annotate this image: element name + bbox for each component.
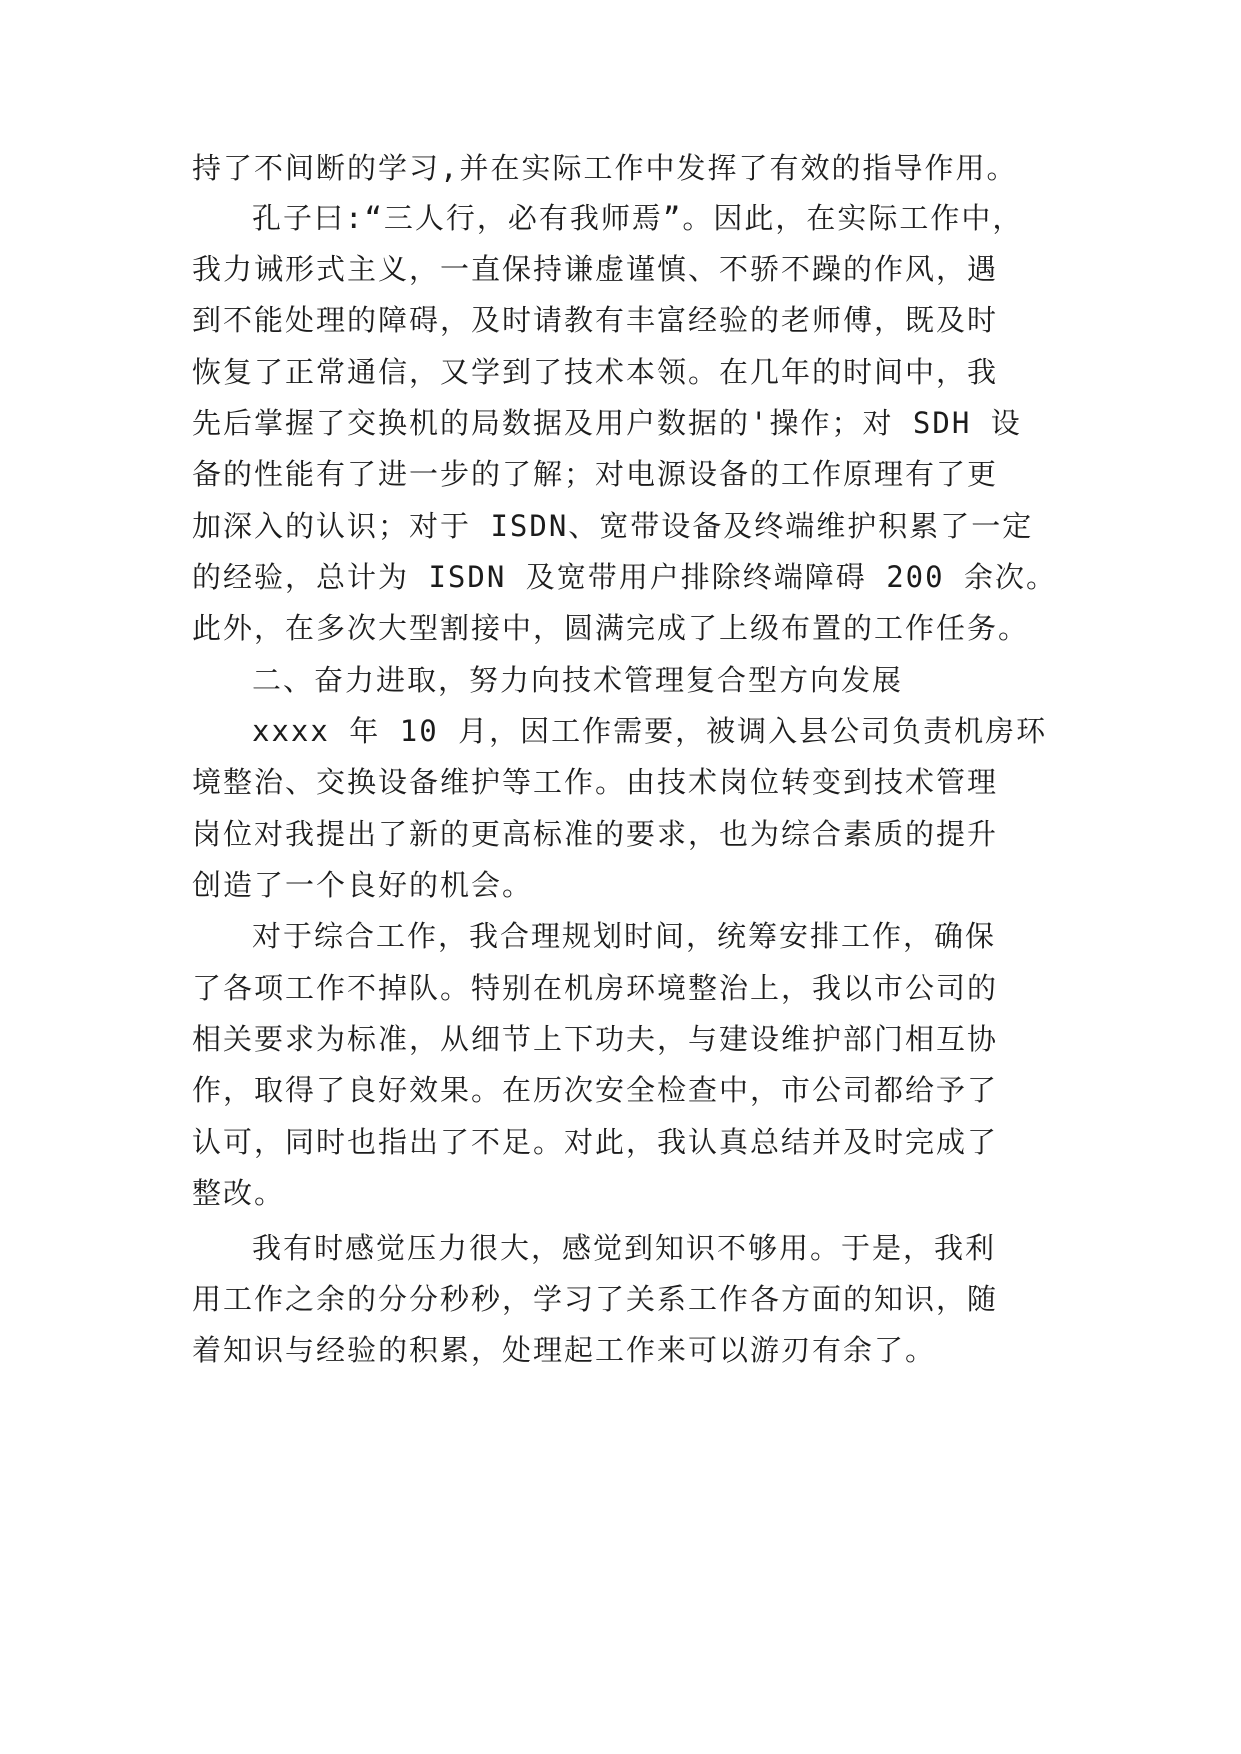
text-line: 备的性能有了进一步的了解；对电源设备的工作原理有了更 (192, 457, 999, 491)
text-line: 相关要求为标准，从细节上下功夫，与建设维护部门相互协 (192, 1022, 999, 1056)
text-line: 我有时感觉压力很大，感觉到知识不够用。于是，我利 (252, 1231, 997, 1265)
text-line: xxxx 年 10 月，因工作需要，被调入县公司负责机房环 (252, 714, 1048, 748)
text-line: 认可，同时也指出了不足。对此，我认真总结并及时完成了 (192, 1125, 999, 1159)
text-line: 的经验，总计为 ISDN 及宽带用户排除终端障碍 200 余次。 (192, 560, 1058, 594)
text-line: 作，取得了良好效果。在历次安全检查中，市公司都给予了 (192, 1073, 999, 1107)
text-line: 对于综合工作，我合理规划时间，统筹安排工作，确保 (252, 919, 997, 953)
text-line: 创造了一个良好的机会。 (192, 868, 534, 902)
text-line: 我力诫形式主义，一直保持谦虚谨慎、不骄不躁的作风，遇 (192, 252, 999, 286)
text-line: 整改。 (192, 1176, 286, 1210)
text-line: 孔子曰:“三人行，必有我师焉”。因此，在实际工作中， (252, 201, 1024, 235)
text-line: 加深入的认识；对于 ISDN、宽带设备及终端维护积累了一定 (192, 509, 1034, 543)
text-line: 恢复了正常通信，又学到了技术本领。在几年的时间中，我 (192, 355, 999, 389)
text-line: 岗位对我提出了新的更高标准的要求，也为综合素质的提升 (192, 817, 999, 851)
text-line: 持了不间断的学习,并在实际工作中发挥了有效的指导作用。 (192, 151, 1018, 185)
text-line: 先后掌握了交换机的局数据及用户数据的'操作；对 SDH 设 (192, 406, 1022, 440)
text-line: 着知识与经验的积累，处理起工作来可以游刃有余了。 (192, 1333, 937, 1367)
text-line: 了各项工作不掉队。特别在机房环境整治上，我以市公司的 (192, 971, 999, 1005)
section-heading: 二、奋力进取，努力向技术管理复合型方向发展 (252, 663, 904, 697)
text-line: 此外，在多次大型割接中，圆满完成了上级布置的工作任务。 (192, 611, 1030, 645)
text-line: 用工作之余的分分秒秒，学习了关系工作各方面的知识，随 (192, 1282, 999, 1316)
text-line: 境整治、交换设备维护等工作。由技术岗位转变到技术管理 (192, 765, 999, 799)
text-line: 到不能处理的障碍，及时请教有丰富经验的老师傅，既及时 (192, 303, 999, 337)
